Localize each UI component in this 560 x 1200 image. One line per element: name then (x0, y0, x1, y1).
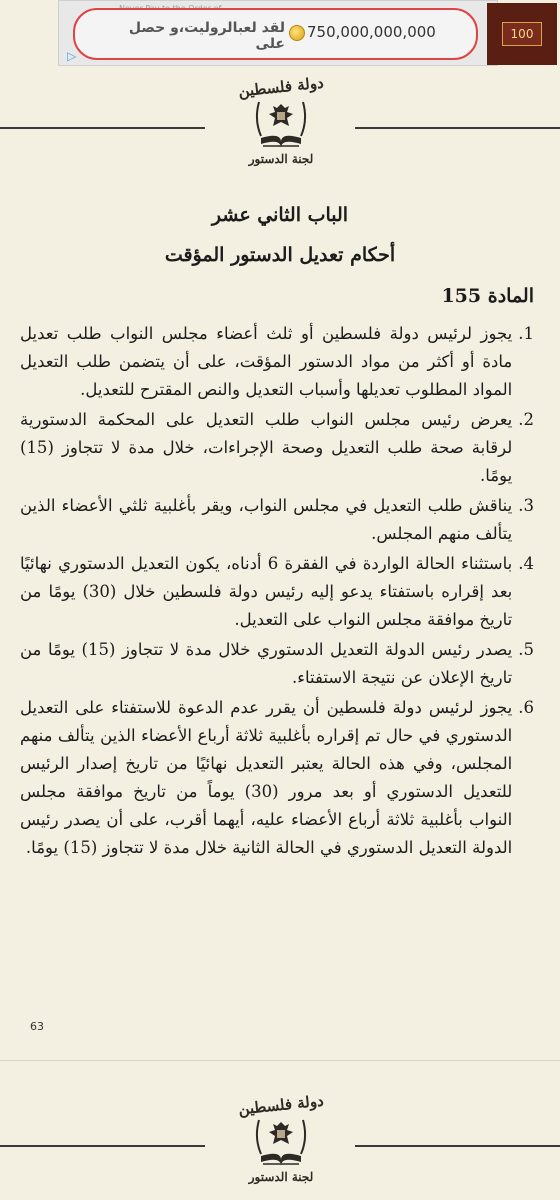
next-page-header-emblem (0, 1090, 560, 1190)
emblem (226, 72, 336, 172)
ad-banner[interactable] (58, 0, 534, 66)
eagle-book-icon (251, 1114, 311, 1170)
ad-thumbnail[interactable] (487, 3, 557, 65)
ad-play-icon[interactable]: ▷ (67, 49, 77, 63)
coin-icon (289, 25, 305, 41)
clause-item (20, 550, 534, 634)
article-heading: المادة 155 (441, 285, 534, 307)
ad-card[interactable] (73, 8, 478, 60)
clause-item (20, 636, 534, 692)
clause-item (20, 320, 534, 404)
clause-number: 4. (518, 554, 534, 573)
clause-number: 1. (518, 324, 534, 343)
clause-item (20, 406, 534, 490)
header-rule-left (0, 127, 205, 129)
emblem-committee-name: لجنة الدستور (248, 1170, 314, 1184)
clause-number: 2. (518, 410, 534, 429)
header-rule-right (355, 1145, 560, 1147)
ad-amount: 750,000,000,000 (307, 23, 436, 41)
emblem (226, 1090, 336, 1190)
emblem-state-name: دولة فلسطين (237, 1091, 325, 1119)
clause-text: باستثناء الحالة الواردة في الفقرة 6 أدناه، يكون التعديل الدستوري نهائيًا بعد إقراره باستفتاء يدعو إليه رئيس دولة فلسطين خلال (30) يومًا من تاريخ موافقة مجلس النواب على التعديل. (20, 554, 513, 629)
article-clauses (20, 320, 534, 864)
chapter-subtitle: أحكام تعديل الدستور المؤقت (164, 244, 396, 266)
chapter-title: الباب الثاني عشر (211, 204, 349, 226)
clause-number: 6. (518, 698, 534, 717)
eagle-book-icon (251, 96, 311, 152)
emblem-state-name: دولة فلسطين (237, 73, 325, 101)
clause-text: يجوز لرئيس دولة فلسطين أو ثلث أعضاء مجلس النواب طلب تعديل مادة أو أكثر من مواد الدستور المؤقت، على أن يتضمن طلب التعديل المواد المطلوب تعديلها وأسباب التعديل والنص المقترح للتعديل. (20, 324, 513, 399)
clause-number: 5. (518, 640, 534, 659)
clause-item (20, 694, 534, 862)
header-emblem (0, 72, 560, 172)
clause-text: يناقش طلب التعديل في مجلس النواب، ويقر بأغلبية ثلثي الأعضاء الذين يتألف منهم المجلس. (20, 496, 513, 543)
header-rule-left (0, 1145, 205, 1147)
page-number: 63 (30, 1020, 44, 1033)
clause-text: يصدر رئيس الدولة التعديل الدستوري خلال مدة لا تتجاوز (15) يومًا من تاريخ الإعلان عن نتيجة الاستفتاء. (20, 640, 513, 687)
header-rule-right (355, 127, 560, 129)
clause-text: يعرض رئيس مجلس النواب طلب التعديل على المحكمة الدستورية لرقابة صحة طلب التعديل وصحة الإجراءات، خلال مدة لا تتجاوز (15) يومًا. (20, 410, 513, 485)
ad-thumb-label: 100 (502, 22, 543, 46)
page-separator (0, 1060, 560, 1061)
emblem-committee-name: لجنة الدستور (248, 152, 314, 166)
clause-item (20, 492, 534, 548)
ad-message: لقد لعبالرولیت،و حصل على (128, 20, 285, 52)
clause-number: 3. (518, 496, 534, 515)
clause-text: يجوز لرئيس دولة فلسطين أن يقرر عدم الدعوة للاستفتاء على التعديل الدستوري في حال تم إقراره بأغلبية ثلاثة أرباع الأعضاء الذين يتألف منهم المجلس، وفي هذه الحالة يعتبر التعديل نهائيًا من تاريخ إصدار الرئيس للتعديل الدستوري أو بعد مرور (30) يوماً من تاريخ موافقة مجلس النواب بأغلبية ثلاثة أرباع الأعضاء عليه، أيهما أقرب، على أن يصدر رئيس الدولة التعديل الدستوري في الحالة الثانية خلال مدة لا تتجاوز (15) يومًا. (20, 698, 513, 857)
